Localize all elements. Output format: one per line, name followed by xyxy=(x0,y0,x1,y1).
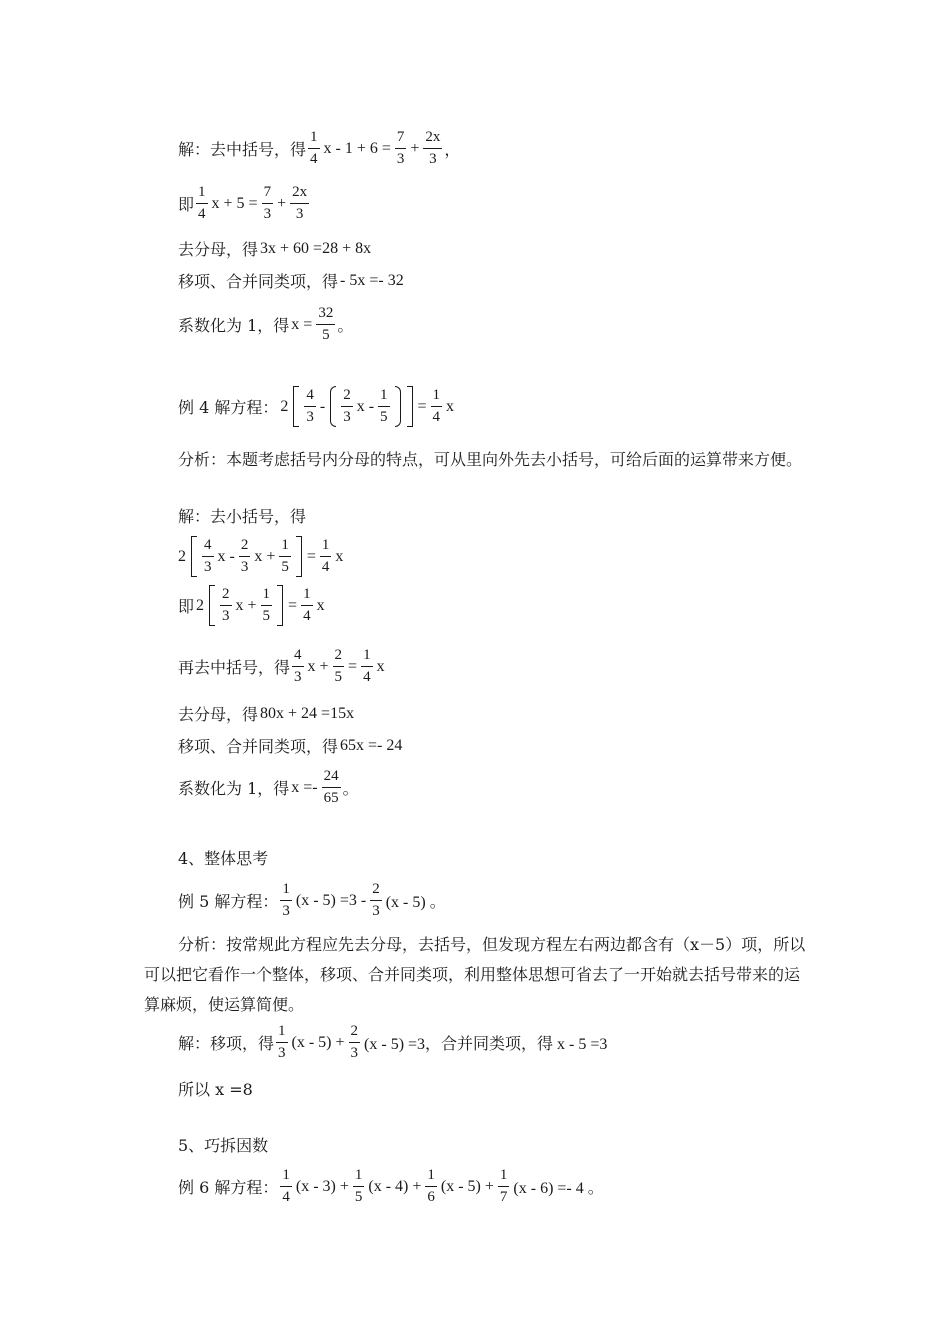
fraction: $\frac{24}{65}$ xyxy=(323,768,339,806)
fraction: $\frac{1}{4}$ xyxy=(303,586,311,624)
equation-text: x - 1 + 6 = xyxy=(323,139,391,157)
fraction: $\frac{2}{5}$ xyxy=(334,647,343,685)
example-6-equation: 例 6 解方程： $\frac{1}{4}$ (x - 3) + $\frac{1}{5}$ (x - 4) + $\frac{1}{6}$ (x - 5) + $\frac{1}{7}$ (x - 6) =- 4 。 xyxy=(178,1167,604,1205)
fraction: $\frac{7}{3}$ xyxy=(263,184,272,222)
fraction: $\frac{1}{5}$ xyxy=(281,537,289,575)
fraction: $\frac{1}{3}$ xyxy=(282,881,290,919)
fraction: $\frac{7}{3}$ xyxy=(396,129,405,167)
fraction: $\frac{1}{5}$ xyxy=(354,1167,363,1205)
fraction: $\frac{2x}{3}$ xyxy=(292,184,308,222)
fraction: $\frac{1}{7}$ xyxy=(499,1167,508,1205)
solution-step-combine-terms: 移项、合并同类项，得 - 5x =- 32 xyxy=(178,271,404,291)
fraction: $\frac{2}{3}$ xyxy=(222,586,230,624)
fraction: $\frac{1}{4}$ xyxy=(432,387,441,425)
fraction: $\frac{1}{4}$ xyxy=(310,129,318,167)
fraction: $\frac{1}{3}$ xyxy=(278,1023,286,1061)
fraction: $\frac{1}{5}$ xyxy=(262,586,271,624)
fraction: $\frac{4}{3}$ xyxy=(204,537,212,575)
fraction: $\frac{2x}{3}$ xyxy=(425,129,441,167)
section-heading-4: 4、整体思考 xyxy=(178,849,269,868)
solution-4-line-5: 移项、合并同类项，得 65x =- 24 xyxy=(178,736,403,756)
fraction: $\frac{2}{3}$ xyxy=(372,881,380,919)
step-label: 解：去中括号，得 xyxy=(178,140,307,159)
section-heading-5: 5、巧拆因数 xyxy=(178,1136,269,1155)
solution-4-line-3: 再去中括号，得 $\frac{4}{3}$ x + $\frac{2}{5}$ = $\frac{1}{4}$ x xyxy=(178,647,385,685)
fraction: $\frac{32}{5}$ xyxy=(318,305,334,343)
fraction: $\frac{1}{5}$ xyxy=(380,387,388,425)
example-5-equation: 例 5 解方程： $\frac{1}{3}$ (x - 5) =3 - $\frac{2}{3}$ (x - 5) 。 xyxy=(178,881,446,919)
fraction: $\frac{2}{3}$ xyxy=(343,387,351,425)
analysis-paragraph-4: 分析：本题考虑括号内分母的特点，可从里向外先去小括号，可给后面的运算带来方便。 xyxy=(178,450,803,469)
fraction: $\frac{2}{3}$ xyxy=(350,1023,359,1061)
solution-5-line-1: 解：移项，得 $\frac{1}{3}$ (x - 5) + $\frac{2}{3}$ (x - 5) =3，合并同类项，得 x - 5 =3 xyxy=(178,1023,608,1061)
fraction: $\frac{4}{3}$ xyxy=(294,647,302,685)
example-4-equation: 例 4 解方程： 2 $\frac{4}{3}$ - $\frac{2}{3}$ x - $\frac{1}{5}$ = $\frac{1}{4}$ x xyxy=(178,387,455,425)
solution-4-line-2: 即 2 $\frac{2}{3}$ x + $\frac{1}{5}$ = $\frac{1}{4}$ x xyxy=(178,586,325,624)
solution-step-coefficient: 系数化为 1，得 x = $\frac{32}{5}$ 。 xyxy=(178,305,354,343)
fraction: $\frac{1}{6}$ xyxy=(427,1167,435,1205)
analysis-paragraph-5: 分析：按常规此方程应先去分母，去括号，但发现方程左右两边都含有（x－5）项，所以可以把它看作一个整体，移项、合并同类项，利用整体思想可省去了一开始就去括号带来的运算麻烦，使运算简便。 xyxy=(144,935,806,1014)
solution-4-heading: 解：去小括号，得 xyxy=(178,507,307,526)
solution-step-remove-brackets: 解：去中括号，得 $\frac{1}{4}$ x - 1 + 6 = $\frac{7}{3}$ + $\frac{2x}{3}$ ， xyxy=(178,129,461,167)
fraction: $\frac{1}{4}$ xyxy=(282,1167,290,1205)
solution-5-result: 所以 x =8 xyxy=(178,1080,253,1099)
solution-4-line-6: 系数化为 1，得 x =- $\frac{24}{65}$ 。 xyxy=(178,768,359,806)
solution-step-simplified: 即 $\frac{1}{4}$ x + 5 = $\frac{7}{3}$ + $\frac{2x}{3}$ xyxy=(178,184,308,222)
fraction: $\frac{4}{3}$ xyxy=(306,387,314,425)
solution-step-clear-denominators: 去分母，得 3x + 60 =28 + 8x xyxy=(178,239,372,259)
solution-4-line-4: 去分母，得 80x + 24 =15x xyxy=(178,704,355,724)
fraction: $\frac{1}{4}$ xyxy=(363,647,371,685)
fraction: $\frac{1}{4}$ xyxy=(321,537,330,575)
fraction: $\frac{1}{4}$ xyxy=(198,184,206,222)
fraction: $\frac{2}{3}$ xyxy=(240,537,249,575)
solution-4-line-1: 2 $\frac{4}{3}$ x - $\frac{2}{3}$ x + $\frac{1}{5}$ = $\frac{1}{4}$ x xyxy=(178,537,344,575)
